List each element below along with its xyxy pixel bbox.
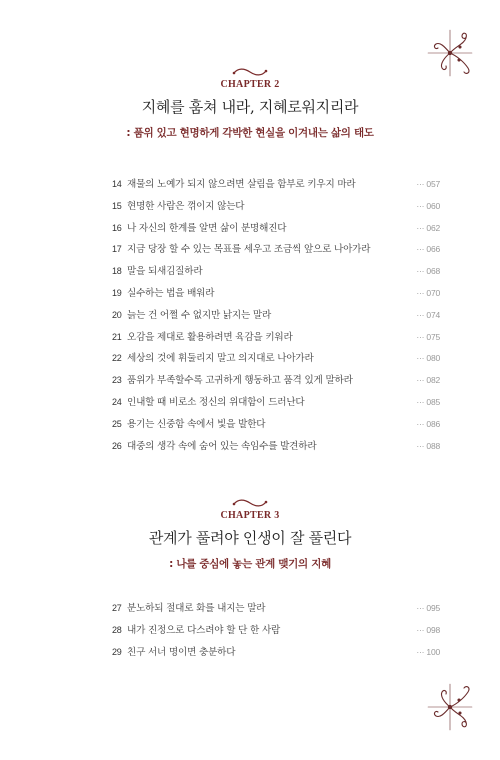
- chapter-3-header: [0, 498, 500, 571]
- toc-number: 24: [112, 396, 122, 407]
- toc-page: ··· 074: [416, 309, 440, 320]
- toc-title: 친구 서너 명이면 충분하다: [127, 646, 236, 658]
- toc-number: 22: [112, 353, 122, 364]
- toc-number: 23: [112, 375, 122, 386]
- toc-title: 늙는 건 어쩔 수 없지만 낡지는 말라: [127, 309, 272, 321]
- toc-item[interactable]: [112, 350, 440, 372]
- toc-title: 인내할 때 비로소 정신의 위대함이 드러난다: [127, 396, 305, 408]
- toc-number: 18: [112, 266, 122, 277]
- chapter-subtitle: : 나를 중심에 놓는 관계 맺기의 지혜: [169, 558, 331, 570]
- toc-title: 나 자신의 한계를 알면 삶이 분명해진다: [127, 222, 287, 234]
- toc-item[interactable]: [112, 438, 440, 460]
- toc-number: 20: [112, 309, 122, 320]
- toc-item[interactable]: [112, 644, 440, 666]
- toc-page: ··· 075: [416, 331, 440, 342]
- toc-item[interactable]: [112, 220, 440, 242]
- toc-page: ··· 085: [416, 396, 440, 407]
- toc-page: ··· 098: [416, 624, 440, 635]
- toc-title: 내가 진정으로 다스려야 할 단 한 사람: [127, 624, 281, 636]
- chapter-subtitle: : 품위 있고 현명하게 각박한 현실을 이겨내는 삶의 태도: [126, 127, 374, 139]
- toc-title: 현명한 사람은 꺾이지 않는다: [127, 200, 245, 212]
- toc-page: ··· 095: [416, 603, 440, 613]
- toc-title: 실수하는 법을 배워라: [127, 287, 215, 299]
- toc-number: 29: [112, 646, 122, 657]
- toc-title: 오감을 제대로 활용하려면 육감을 키워라: [127, 331, 293, 343]
- chapter-2-header: [0, 67, 500, 140]
- toc-item[interactable]: [112, 600, 440, 622]
- toc-page: ··· 068: [416, 266, 440, 277]
- toc-item[interactable]: [112, 307, 440, 329]
- toc-page: ··· 060: [416, 200, 440, 211]
- toc-title: 분노하되 절대로 화를 내지는 말라: [127, 603, 266, 614]
- toc-item[interactable]: [112, 176, 440, 198]
- chapter-label: CHAPTER 3: [220, 510, 280, 521]
- toc-page: ··· 086: [416, 418, 440, 429]
- toc-number: 17: [112, 244, 122, 255]
- toc-item[interactable]: [112, 372, 440, 394]
- toc-item[interactable]: [112, 622, 440, 644]
- toc-number: 14: [112, 179, 122, 189]
- chapter-label: CHAPTER 2: [220, 79, 280, 90]
- toc-page: ··· 100: [416, 646, 440, 657]
- toc-title: 대중의 생각 속에 숨어 있는 속임수를 발견하라: [127, 440, 317, 452]
- toc-page: ··· 066: [416, 244, 440, 255]
- toc-title: 지금 당장 할 수 있는 목표를 세우고 조금씩 앞으로 나아가라: [127, 244, 371, 256]
- toc-item[interactable]: [112, 394, 440, 416]
- chapter-title: 지혜를 훔쳐 내라, 지혜로워지리라: [141, 98, 359, 116]
- toc-number: 28: [112, 624, 122, 635]
- toc-item[interactable]: [112, 263, 440, 285]
- toc-number: 21: [112, 331, 122, 342]
- toc-item[interactable]: [112, 241, 440, 263]
- toc-page: ··· 062: [416, 222, 440, 233]
- toc-title: 품위가 부족할수록 고귀하게 행동하고 품격 있게 말하라: [127, 375, 353, 387]
- bottom-right-flourish-icon: [426, 682, 474, 732]
- toc-number: 15: [112, 200, 122, 211]
- toc-page: ··· 070: [416, 287, 440, 298]
- toc-page: ··· 080: [416, 353, 440, 364]
- toc-number: 19: [112, 287, 122, 298]
- toc-title: 용기는 신중함 속에서 빛을 발한다: [127, 418, 266, 430]
- scroll-ornament-icon: [230, 67, 270, 77]
- toc-number: 27: [112, 603, 122, 613]
- chapter-2-toc-list: [112, 176, 440, 459]
- toc-item[interactable]: [112, 329, 440, 351]
- toc-item[interactable]: [112, 198, 440, 220]
- toc-item[interactable]: [112, 416, 440, 438]
- chapter-3-toc-list: [112, 600, 440, 665]
- toc-page: ··· 082: [416, 375, 440, 386]
- toc-number: 26: [112, 440, 122, 451]
- toc-title: 재물의 노예가 되지 않으려면 살림을 함부로 키우지 마라: [127, 179, 356, 190]
- toc-number: 25: [112, 418, 122, 429]
- toc-page: ··· 088: [416, 440, 440, 451]
- scroll-ornament-icon: [230, 498, 270, 508]
- toc-title: 세상의 것에 휘둘리지 말고 의지대로 나아가라: [127, 353, 314, 365]
- toc-title: 말을 되새김질하라: [127, 266, 203, 278]
- toc-number: 16: [112, 222, 122, 233]
- toc-page: ··· 057: [416, 179, 440, 189]
- toc-item[interactable]: [112, 285, 440, 307]
- chapter-title: 관계가 풀려야 인생이 잘 풀린다: [148, 529, 352, 547]
